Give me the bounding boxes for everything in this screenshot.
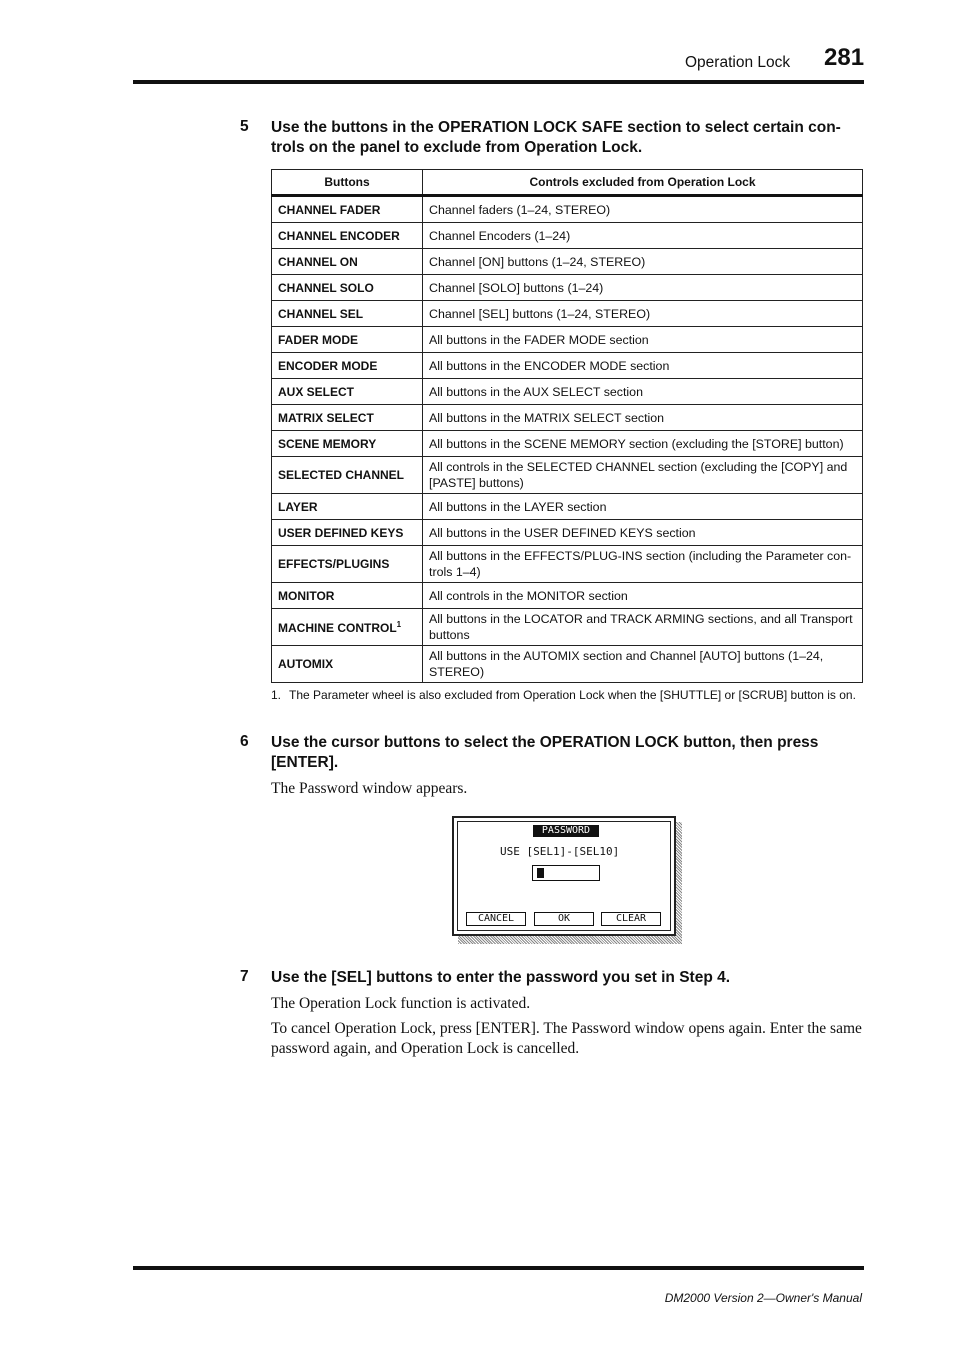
step-7-number: 7	[240, 968, 249, 985]
table-row	[272, 327, 863, 353]
table-cell-description: All buttons in the EFFECTS/PLUG-INS section (including the Parameter con- trols 1–4)	[423, 546, 863, 583]
table-row	[272, 609, 863, 646]
step-5-number: 5	[240, 118, 249, 135]
table-row	[272, 379, 863, 405]
password-window-title: PASSWORD	[533, 825, 599, 837]
table-cell-description: All buttons in the USER DEFINED KEYS section	[423, 520, 863, 546]
table-row	[272, 353, 863, 379]
table-cell-button: MACHINE CONTROL	[278, 620, 397, 635]
table-cell-description: All buttons in the FADER MODE section	[423, 327, 863, 353]
step-7-note: To cancel Operation Lock, press [ENTER]. The Password window opens again. Enter the same password again, and Operation Lock is cancelled.	[271, 1020, 862, 1057]
footnote-marker: 1	[396, 619, 402, 629]
table-cell-description: All buttons in the AUX SELECT section	[423, 379, 863, 405]
table-cell-button: CHANNEL ON	[272, 249, 423, 275]
header-rule	[133, 80, 864, 84]
table-cell-button: CHANNEL SEL	[272, 301, 423, 327]
table-cell-button: USER DEFINED KEYS	[272, 520, 423, 546]
clear-button[interactable]: CLEAR	[601, 912, 661, 926]
table-cell-description: Channel faders (1–24, STEREO)	[423, 196, 863, 223]
table-cell-description: All buttons in the LOCATOR and TRACK ARMING sections, and all Transport buttons	[423, 609, 863, 646]
table-cell-description: All buttons in the MATRIX SELECT section	[423, 405, 863, 431]
operation-lock-safe-table	[271, 169, 863, 683]
cursor-block-icon	[537, 868, 544, 878]
table-cell-button: CHANNEL FADER	[272, 196, 423, 223]
table-cell-button: MONITOR	[272, 583, 423, 609]
table-row	[272, 249, 863, 275]
table-cell-description: All buttons in the ENCODER MODE section	[423, 353, 863, 379]
table-cell-description: All controls in the SELECTED CHANNEL section (excluding the [COPY] and [PASTE] buttons)	[423, 457, 863, 494]
table-row	[272, 301, 863, 327]
table-cell-button: EFFECTS/PLUGINS	[272, 546, 423, 583]
password-window	[452, 816, 676, 936]
table-cell-button: ENCODER MODE	[272, 353, 423, 379]
table-cell-button: MATRIX SELECT	[272, 405, 423, 431]
table-row	[272, 223, 863, 249]
footnote-text: The Parameter wheel is also excluded from Operation Lock when the [SHUTTLE] or [SCRUB] button is on.	[289, 688, 856, 702]
table-cell-description: All buttons in the AUTOMIX section and Channel [AUTO] buttons (1–24, STEREO)	[423, 646, 863, 683]
table-row	[272, 583, 863, 609]
table-cell-description: All controls in the MONITOR section	[423, 583, 863, 609]
table-row	[272, 494, 863, 520]
cancel-button[interactable]: CANCEL	[466, 912, 526, 926]
table-row	[272, 196, 863, 223]
footnote-number: 1.	[271, 688, 282, 702]
footer-text: DM2000 Version 2—Owner's Manual	[664, 1291, 862, 1305]
table-row	[272, 520, 863, 546]
step-7-result: The Operation Lock function is activated.	[271, 995, 531, 1012]
table-cell-description: Channel [ON] buttons (1–24, STEREO)	[423, 249, 863, 275]
table-cell-button: AUTOMIX	[272, 646, 423, 683]
table-cell-description: Channel Encoders (1–24)	[423, 223, 863, 249]
table-row	[272, 457, 863, 494]
table-row	[272, 431, 863, 457]
table-cell-description: Channel [SEL] buttons (1–24, STEREO)	[423, 301, 863, 327]
table-cell-button-with-footnote	[272, 609, 423, 646]
page-header-title: Operation Lock	[685, 54, 791, 71]
table-row	[272, 646, 863, 683]
page-number: 281	[824, 44, 865, 71]
table-row	[272, 275, 863, 301]
password-window-frame	[457, 821, 671, 931]
table-cell-button: AUX SELECT	[272, 379, 423, 405]
table-cell-description: Channel [SOLO] buttons (1–24)	[423, 275, 863, 301]
table-row	[272, 405, 863, 431]
table-footnote	[271, 687, 863, 703]
password-prompt: USE [SEL1]-[SEL10]	[500, 845, 620, 858]
table-cell-button: SCENE MEMORY	[272, 431, 423, 457]
table-cell-button: LAYER	[272, 494, 423, 520]
table-header-buttons: Buttons	[272, 170, 423, 196]
table-cell-button: SELECTED CHANNEL	[272, 457, 423, 494]
step-6-text: Use the cursor buttons to select the OPERATION LOCK button, then press [ENTER].	[271, 734, 819, 771]
table-header-controls: Controls excluded from Operation Lock	[423, 170, 863, 196]
ok-button[interactable]: OK	[534, 912, 594, 926]
step-7-text: Use the [SEL] buttons to enter the password you set in Step 4.	[271, 969, 731, 986]
table-cell-button: FADER MODE	[272, 327, 423, 353]
step-5-text: Use the buttons in the OPERATION LOCK SAFE section to select certain con- trols on the panel to exclude from Operation Lock.	[271, 119, 841, 156]
footer-rule	[133, 1266, 864, 1270]
table-cell-button: CHANNEL ENCODER	[272, 223, 423, 249]
table-row	[272, 546, 863, 583]
table-cell-description: All buttons in the LAYER section	[423, 494, 863, 520]
table-cell-button: CHANNEL SOLO	[272, 275, 423, 301]
step-6-result: The Password window appears.	[271, 780, 468, 797]
table-cell-description: All buttons in the SCENE MEMORY section (excluding the [STORE] button)	[423, 431, 863, 457]
step-6-number: 6	[240, 733, 249, 750]
password-input[interactable]	[532, 865, 600, 881]
